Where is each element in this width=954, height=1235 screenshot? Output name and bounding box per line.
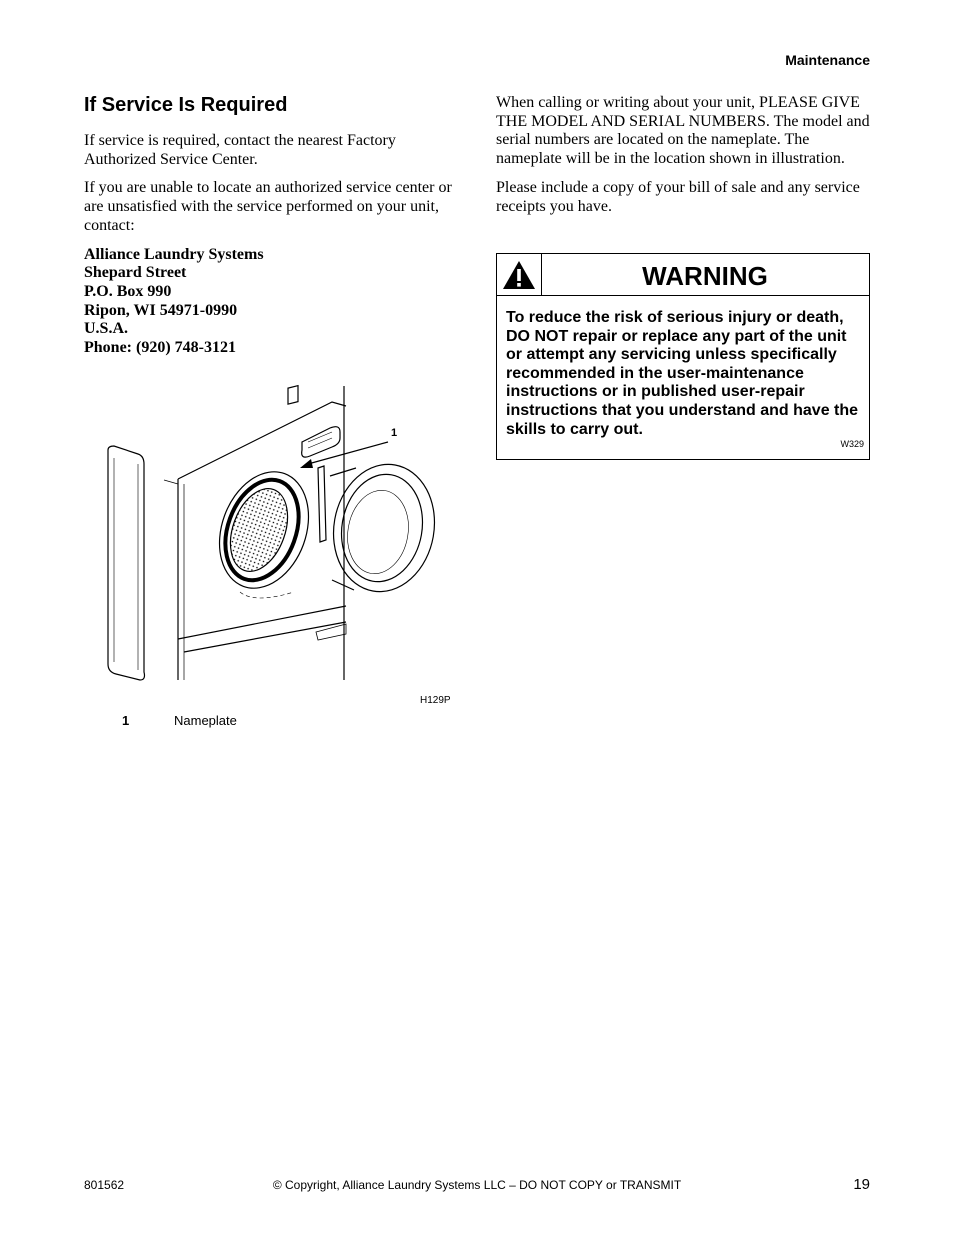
- warning-title: WARNING: [642, 261, 768, 291]
- address-line: Ripon, WI 54971-0990: [84, 301, 238, 319]
- open-door: [324, 456, 445, 599]
- warning-icon-cell: [497, 254, 542, 295]
- address-block: [84, 246, 464, 358]
- washer-illustration: [104, 384, 456, 684]
- legend-label: Nameplate: [174, 713, 237, 728]
- address-line: Shepard Street: [84, 264, 187, 282]
- hinge: [318, 466, 326, 542]
- page-number: 19: [853, 1176, 870, 1193]
- model-serial-paragraph: When calling or writing about your unit, PLEASE GIVE THE MODEL AND SERIAL NUMBERS. The model and serial numbers are located on the nameplate. The nameplate will be in the location shown in illustration.: [496, 94, 870, 168]
- left-column: [84, 92, 464, 358]
- service-paragraph: If service is required, contact the nearest Factory Authorized Service Center.: [84, 132, 396, 168]
- section-label: Maintenance: [785, 52, 870, 68]
- warning-code: W329: [840, 439, 864, 449]
- bill-of-sale-paragraph: Please include a copy of your bill of sale and any service receipts you have.: [496, 178, 860, 215]
- address-line: Alliance Laundry Systems: [84, 245, 264, 263]
- copyright-notice: © Copyright, Alliance Laundry Systems LLC – DO NOT COPY or TRANSMIT: [272, 1178, 682, 1192]
- unable-paragraph: If you are unable to locate an authorized service center or are unsatisfied with the service performed on your unit, contact:: [84, 179, 452, 234]
- control-panel: [302, 427, 340, 457]
- right-column: [496, 94, 874, 226]
- side-panel: [108, 446, 145, 680]
- phone-line: Phone: (920) 748-3121: [84, 339, 236, 357]
- address-line: U.S.A.: [84, 320, 129, 338]
- warning-triangle-icon: [501, 259, 537, 291]
- address-line: P.O. Box 990: [84, 282, 172, 300]
- callout-number: 1: [391, 427, 398, 439]
- figure-code: H129P: [420, 695, 451, 706]
- warning-box: [496, 253, 870, 460]
- legend-number: 1: [122, 713, 130, 728]
- document-number: 801562: [84, 1178, 125, 1192]
- warning-text: To reduce the risk of serious injury or death, DO NOT repair or replace any part of the unit or attempt any servicing unless specifically recommended in the user-maintenance instructions or in published user-repair instructions that you understand and have the skills to carry out.: [506, 309, 859, 438]
- section-heading: If Service Is Required: [84, 94, 288, 116]
- door-opening: [204, 459, 324, 600]
- warning-header: [497, 254, 869, 296]
